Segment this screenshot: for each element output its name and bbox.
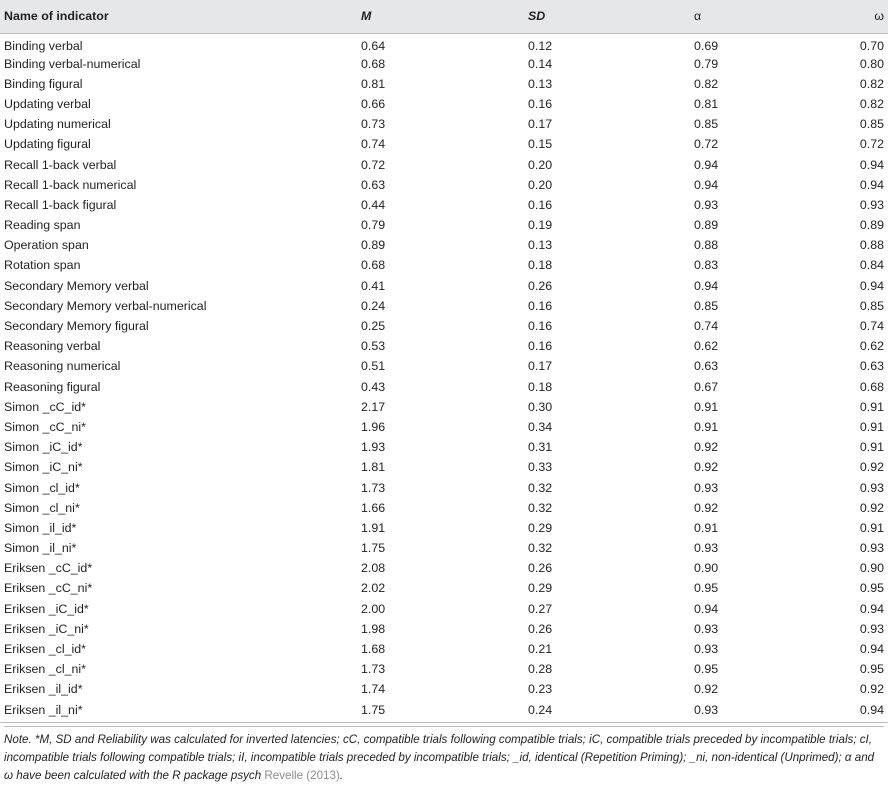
sd-value: 0.29 [528, 581, 553, 596]
indicator-name: Reasoning verbal [4, 339, 101, 354]
table-row [0, 33, 888, 54]
mean-value: 0.73 [361, 117, 386, 132]
indicator-name: Simon _cl_id* [4, 480, 80, 495]
table-row [0, 134, 888, 154]
table-row [0, 74, 888, 94]
sd-value: 0.19 [528, 218, 553, 233]
table-row [0, 154, 888, 174]
sd-value: 0.26 [528, 278, 553, 293]
alpha-value: 0.91 [694, 419, 719, 434]
mean-value: 0.24 [361, 298, 386, 313]
omega-value: 0.91 [859, 399, 884, 414]
mean-value: 0.74 [361, 137, 386, 152]
indicator-name: Eriksen _cl_id* [4, 642, 86, 657]
table-row [0, 316, 888, 336]
alpha-value: 0.67 [694, 379, 719, 394]
indicator-name: Binding verbal [4, 38, 83, 53]
sd-value: 0.26 [528, 621, 553, 636]
alpha-value: 0.72 [694, 137, 719, 152]
alpha-value: 0.93 [694, 642, 719, 657]
sd-value: 0.29 [528, 520, 553, 535]
omega-value: 0.63 [859, 359, 884, 374]
mean-value: 0.63 [361, 177, 386, 192]
header-name-of-indicator: Name of indicator [0, 0, 357, 33]
alpha-value: 0.91 [694, 399, 719, 414]
sd-value: 0.16 [528, 298, 553, 313]
alpha-value: 0.93 [694, 541, 719, 556]
indicator-name: Updating numerical [4, 117, 111, 132]
alpha-value: 0.95 [694, 662, 719, 677]
sd-value: 0.24 [528, 702, 553, 717]
sd-value: 0.17 [528, 117, 553, 132]
omega-value: 0.92 [859, 682, 884, 697]
omega-value: 0.89 [859, 218, 884, 233]
mean-value: 2.00 [361, 601, 386, 616]
mean-value: 1.74 [361, 682, 386, 697]
sd-value: 0.32 [528, 500, 553, 515]
note-reference-link[interactable]: Revelle (2013) [264, 769, 340, 782]
mean-value: 0.64 [361, 38, 386, 53]
mean-value: 2.17 [361, 399, 386, 414]
mean-value: 0.51 [361, 359, 386, 374]
alpha-value: 0.91 [694, 520, 719, 535]
indicator-name: Eriksen _cC_ni* [4, 581, 93, 596]
header-sd: SD [524, 0, 690, 33]
indicator-name: Operation span [4, 238, 89, 253]
table-row [0, 195, 888, 215]
omega-value: 0.80 [859, 56, 884, 71]
mean-value: 0.66 [361, 96, 386, 111]
sd-value: 0.31 [528, 440, 553, 455]
sd-value: 0.17 [528, 359, 553, 374]
alpha-value: 0.92 [694, 440, 719, 455]
table-row [0, 679, 888, 699]
alpha-value: 0.69 [694, 38, 719, 53]
omega-value: 0.74 [859, 319, 884, 334]
table-row [0, 437, 888, 457]
note-text: *M, SD and Reliability was calculated for inverted latencies; cC, compatible trials following compatible trials; iC, compatible trials preceded by incompatible trials; cI, incompatible trials following compatible trials; iI, incompatible trials preceded by incompatible trials; _id, identical (Repetition Priming); _ni, non-identical (Unprimed); α and ω have been calculated with the R package psych [4, 733, 875, 782]
mean-value: 1.73 [361, 662, 386, 677]
table-row [0, 54, 888, 74]
table-row [0, 659, 888, 679]
table-row [0, 397, 888, 417]
indicator-name: Secondary Memory verbal [4, 278, 149, 293]
note-end: . [339, 769, 344, 782]
alpha-value: 0.82 [694, 76, 719, 91]
table-row [0, 457, 888, 477]
indicator-name: Reading span [4, 218, 81, 233]
omega-value: 0.93 [859, 480, 884, 495]
sd-value: 0.27 [528, 601, 553, 616]
table-note [4, 726, 884, 785]
sd-value: 0.20 [528, 157, 553, 172]
sd-value: 0.18 [528, 379, 553, 394]
alpha-value: 0.89 [694, 218, 719, 233]
omega-value: 0.85 [859, 298, 884, 313]
table-row [0, 578, 888, 598]
alpha-value: 0.92 [694, 682, 719, 697]
alpha-value: 0.63 [694, 359, 719, 374]
indicator-name: Rotation span [4, 258, 81, 273]
mean-value: 1.96 [361, 419, 386, 434]
mean-value: 1.81 [361, 460, 386, 475]
indicator-name: Reasoning numerical [4, 359, 121, 374]
indicator-name: Eriksen _il_id* [4, 682, 83, 697]
sd-value: 0.14 [528, 56, 553, 71]
omega-value: 0.92 [859, 460, 884, 475]
note-lead: Note. [4, 733, 32, 746]
indicator-name: Secondary Memory figural [4, 319, 149, 334]
mean-value: 0.68 [361, 258, 386, 273]
table-row [0, 276, 888, 296]
header-row [0, 0, 888, 33]
mean-value: 0.44 [361, 197, 386, 212]
mean-value: 1.68 [361, 642, 386, 657]
table-row [0, 498, 888, 518]
alpha-value: 0.85 [694, 298, 719, 313]
table-row [0, 619, 888, 639]
mean-value: 0.79 [361, 218, 386, 233]
indicator-name: Eriksen _iC_id* [4, 601, 89, 616]
omega-value: 0.72 [859, 137, 884, 152]
indicator-name: Recall 1-back figural [4, 197, 117, 212]
table-body [0, 33, 888, 720]
indicator-name: Simon _iC_id* [4, 440, 83, 455]
sd-value: 0.33 [528, 460, 553, 475]
table-row [0, 518, 888, 538]
table-row [0, 114, 888, 134]
alpha-value: 0.83 [694, 258, 719, 273]
alpha-value: 0.90 [694, 561, 719, 576]
omega-value: 0.94 [859, 601, 884, 616]
header-alpha: α [690, 0, 830, 33]
sd-value: 0.23 [528, 682, 553, 697]
alpha-value: 0.79 [694, 56, 719, 71]
omega-value: 0.68 [859, 379, 884, 394]
table-row [0, 175, 888, 195]
alpha-value: 0.95 [694, 581, 719, 596]
table-bottom-rule [0, 722, 888, 723]
sd-value: 0.20 [528, 177, 553, 192]
table-row [0, 215, 888, 235]
omega-value: 0.62 [859, 339, 884, 354]
mean-value: 0.43 [361, 379, 386, 394]
indicator-name: Eriksen _cC_id* [4, 561, 93, 576]
alpha-value: 0.88 [694, 238, 719, 253]
table-row [0, 296, 888, 316]
table-row [0, 538, 888, 558]
mean-value: 0.53 [361, 339, 386, 354]
sd-value: 0.16 [528, 197, 553, 212]
sd-value: 0.16 [528, 319, 553, 334]
indicator-name: Simon _iC_ni* [4, 460, 83, 475]
table-row [0, 417, 888, 437]
indicator-name: Reasoning figural [4, 379, 101, 394]
sd-value: 0.16 [528, 96, 553, 111]
omega-value: 0.94 [859, 278, 884, 293]
mean-value: 2.08 [361, 561, 386, 576]
indicator-name: Recall 1-back numerical [4, 177, 137, 192]
sd-value: 0.32 [528, 480, 553, 495]
omega-value: 0.94 [859, 157, 884, 172]
indicator-name: Secondary Memory verbal-numerical [4, 298, 207, 313]
table-row [0, 599, 888, 619]
mean-value: 0.89 [361, 238, 386, 253]
mean-value: 2.02 [361, 581, 386, 596]
omega-value: 0.82 [859, 96, 884, 111]
indicator-name: Simon _il_ni* [4, 541, 77, 556]
omega-value: 0.93 [859, 621, 884, 636]
alpha-value: 0.81 [694, 96, 719, 111]
sd-value: 0.12 [528, 38, 553, 53]
omega-value: 0.84 [859, 258, 884, 273]
alpha-value: 0.94 [694, 278, 719, 293]
alpha-value: 0.94 [694, 157, 719, 172]
indicator-name: Eriksen _cl_ni* [4, 662, 86, 677]
omega-value: 0.94 [859, 642, 884, 657]
sd-value: 0.30 [528, 399, 553, 414]
indicator-name: Binding verbal-numerical [4, 56, 141, 71]
indicator-name: Eriksen _il_ni* [4, 702, 83, 717]
sd-value: 0.21 [528, 642, 553, 657]
mean-value: 1.66 [361, 500, 386, 515]
indicator-name: Updating verbal [4, 96, 91, 111]
omega-value: 0.95 [859, 662, 884, 677]
mean-value: 1.93 [361, 440, 386, 455]
omega-value: 0.85 [859, 117, 884, 132]
alpha-value: 0.93 [694, 197, 719, 212]
sd-value: 0.28 [528, 662, 553, 677]
omega-value: 0.91 [859, 419, 884, 434]
omega-value: 0.91 [859, 520, 884, 535]
omega-value: 0.88 [859, 238, 884, 253]
sd-value: 0.13 [528, 238, 553, 253]
alpha-value: 0.92 [694, 500, 719, 515]
table-row [0, 377, 888, 397]
alpha-value: 0.93 [694, 702, 719, 717]
alpha-value: 0.62 [694, 339, 719, 354]
table-row [0, 558, 888, 578]
sd-value: 0.15 [528, 137, 553, 152]
mean-value: 0.81 [361, 76, 386, 91]
omega-value: 0.92 [859, 500, 884, 515]
indicator-name: Simon _cC_ni* [4, 419, 86, 434]
alpha-value: 0.85 [694, 117, 719, 132]
mean-value: 0.25 [361, 319, 386, 334]
omega-value: 0.82 [859, 76, 884, 91]
indicator-name: Simon _il_id* [4, 520, 77, 535]
mean-value: 1.91 [361, 520, 386, 535]
table-row [0, 94, 888, 114]
indicator-name: Simon _cl_ni* [4, 500, 80, 515]
mean-value: 0.41 [361, 278, 386, 293]
alpha-value: 0.92 [694, 460, 719, 475]
alpha-value: 0.93 [694, 480, 719, 495]
omega-value: 0.94 [859, 177, 884, 192]
table-row [0, 639, 888, 659]
sd-value: 0.34 [528, 419, 553, 434]
omega-value: 0.91 [859, 440, 884, 455]
indicator-name: Simon _cC_id* [4, 399, 86, 414]
table-header [0, 0, 888, 33]
omega-value: 0.70 [859, 38, 884, 53]
table-row [0, 336, 888, 356]
mean-value: 1.75 [361, 541, 386, 556]
mean-value: 0.68 [361, 56, 386, 71]
alpha-value: 0.94 [694, 601, 719, 616]
mean-value: 1.73 [361, 480, 386, 495]
sd-value: 0.18 [528, 258, 553, 273]
indicator-name: Recall 1-back verbal [4, 157, 117, 172]
sd-value: 0.13 [528, 76, 553, 91]
header-mean: M [357, 0, 524, 33]
omega-value: 0.93 [859, 197, 884, 212]
omega-value: 0.93 [859, 541, 884, 556]
table-row [0, 255, 888, 275]
alpha-value: 0.93 [694, 621, 719, 636]
alpha-value: 0.94 [694, 177, 719, 192]
mean-value: 1.75 [361, 702, 386, 717]
omega-value: 0.95 [859, 581, 884, 596]
sd-value: 0.16 [528, 339, 553, 354]
omega-value: 0.94 [859, 702, 884, 717]
sd-value: 0.26 [528, 561, 553, 576]
table-row [0, 356, 888, 376]
table-row [0, 700, 888, 720]
table-row [0, 235, 888, 255]
omega-value: 0.90 [859, 561, 884, 576]
alpha-value: 0.74 [694, 319, 719, 334]
indicator-name: Updating figural [4, 137, 91, 152]
header-omega: ω [830, 0, 888, 33]
indicator-name: Eriksen _iC_ni* [4, 621, 89, 636]
sd-value: 0.32 [528, 541, 553, 556]
mean-value: 1.98 [361, 621, 386, 636]
indicator-name: Binding figural [4, 76, 83, 91]
table-row [0, 477, 888, 497]
mean-value: 0.72 [361, 157, 386, 172]
